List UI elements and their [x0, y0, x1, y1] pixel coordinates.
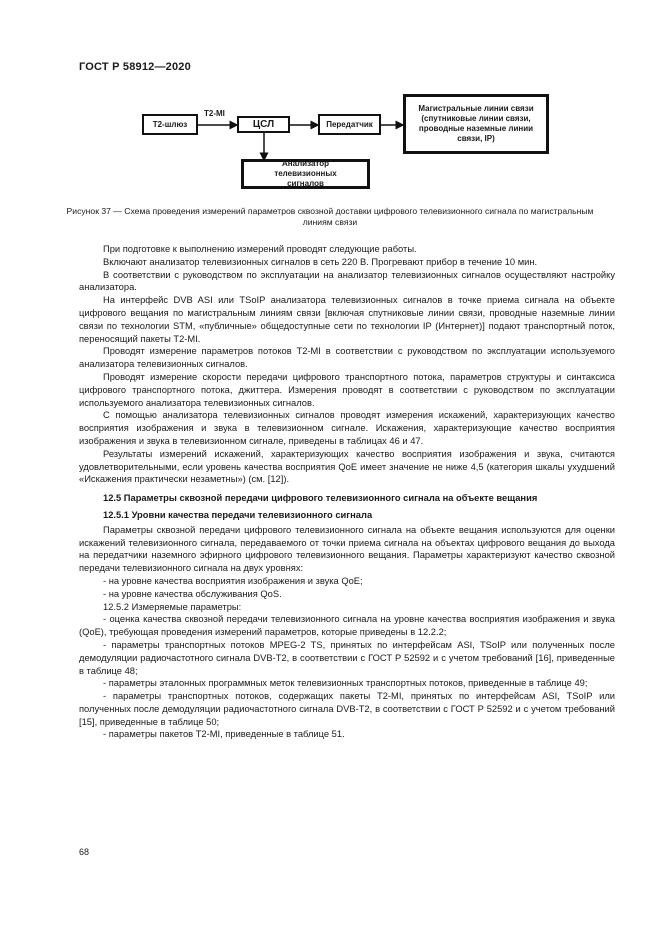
paragraph: 12.5.2 Измеряемые параметры: — [103, 601, 242, 612]
paragraph: Проводят измерение скорости передачи цифрового транспортного потока, параметров структуры и синтаксиса цифрового транспортного потока, джиттера. Измерения проводят в соответствии с руководством по эксплуатации используемого анализатора телевизионных сигналов. — [79, 371, 615, 408]
paragraph: Результаты измерений искажений, характеризующих качество восприятия изображения и звука, считаются удовлетворительными, если уровень качества восприятия QoE имеет значение не ниже 4,5 (категория шкалы ухудшений «Искажения практически незаметны») (см. [12]). — [79, 448, 615, 485]
t2mi-link-label: T2-MI — [204, 109, 225, 118]
paragraph: С помощью анализатора телевизионных сигналов проводят измерения искажений, характеризующих качество восприятия изображения и звука в телевизионном сигнале. Искажения, характеризующие качество восприятия изображения и звука в телевизионном сигнале, приведены в таблицах 46 и 47. — [79, 410, 615, 446]
paragraph: Включают анализатор телевизионных сигналов в сеть 220 В. Прогревают прибор в течение 10 мин. — [103, 256, 538, 267]
paragraph: Проводят измерение параметров потоков T2-MI в соответствии с руководством по эксплуатации используемого анализатора телевизионных сигналов. — [79, 346, 615, 370]
figure-caption: Рисунок 37 — Схема проведения измерений параметров сквозной доставки цифрового телевизионного сигнала по магистральным линиям связи — [66, 206, 594, 227]
page-number: 68 — [79, 847, 90, 857]
subsection-heading: 12.5.1 Уровни качества передачи телевизионного сигнала — [103, 509, 373, 520]
cdsl-label: ЦСЛ — [252, 118, 275, 130]
section-heading: 12.5 Параметры сквозной передачи цифрового телевизионного сигнала на объекте вещания — [103, 493, 538, 504]
paragraph: Параметры сквозной передачи цифрового телевизионного сигнала на объекте вещания используются для оценки искажений телевизионного сигнала, передаваемого от точки приема сигнала на объектах цифрового вещания до выхода на передатчики наземного эфирного цифрового телевизионного вещания. Параметры характеризуют качество сквозной передачи телевизионного сигнала на двух уровнях: — [79, 524, 615, 574]
document-header: ГОСТ Р 58912—2020 — [79, 61, 191, 73]
list-item: - параметры эталонных программных меток телевизионных транспортных потоков, приведенные в таблице 49; — [103, 678, 588, 689]
paragraph: На интерфейс DVB ASI или TSoIP анализатора телевизионных сигналов в точке приема сигнала на объекте цифрового вещания по магистральным линиям связи [включая спутниковые линии связи, проводные наземные линии связи по технологии STM, «публичные» общедоступные сети по технологии IP (Интернет)] подают транспортный поток, переносящий пакеты T2-MI. — [79, 295, 615, 344]
analyzer-box — [241, 159, 370, 189]
analyzer-label: Анализатор телевизионных сигналов — [274, 159, 337, 188]
transmitter-box — [318, 114, 381, 135]
list-item: - параметры транспортных потоков MPEG-2 TS, принятых по интерфейсам ASI, TSoIP или полученных после демодуляции радиочастотного сигнала DVB-T2, в соответствии с ГОСТ Р 52592 и с учетом требований [16], приведенные в таблице 48; — [79, 639, 615, 676]
paragraph: При подготовке к выполнению измерений проводят следующие работы. — [103, 244, 417, 254]
list-item: - параметры пакетов T2-MI, приведенные в таблице 51. — [103, 729, 345, 740]
list-item: - на уровне качества обслуживания QoS. — [103, 588, 282, 599]
list-item: - оценка качества сквозной передачи телевизионного сигнала на уровне качества восприятия изображения и звука (QoE), требующая проведения измерений параметров, которые приведены в 12.2.2; — [79, 614, 615, 638]
trunk-lines-box — [403, 94, 549, 154]
body-text — [79, 243, 615, 741]
list-item: - на уровне качества восприятия изображения и звука QoE; — [103, 575, 363, 586]
transmitter-label: Передатчик — [326, 119, 373, 129]
paragraph: В соответствии с руководством по эксплуатации на анализатор телевизионных сигналов осуществляют настройку анализатора. — [79, 269, 615, 293]
cdsl-box — [237, 116, 290, 133]
gateway-box — [142, 114, 198, 135]
list-item: - параметры транспортных потоков, содержащих пакеты T2-MI, принятых по интерфейсам ASI, TSoIP или полученных после демодуляции радиочастотного сигнала DVB-T2, в соответствии с ГОСТ Р 52592 и с учетом требований [15], приведенные в таблице 50; — [79, 691, 615, 727]
trunk-lines-label: Магистральные линии связи (спутниковые линии связи, проводные наземные линии связи, IP) — [418, 104, 534, 143]
gateway-label: Т2-шлюз — [152, 119, 188, 129]
